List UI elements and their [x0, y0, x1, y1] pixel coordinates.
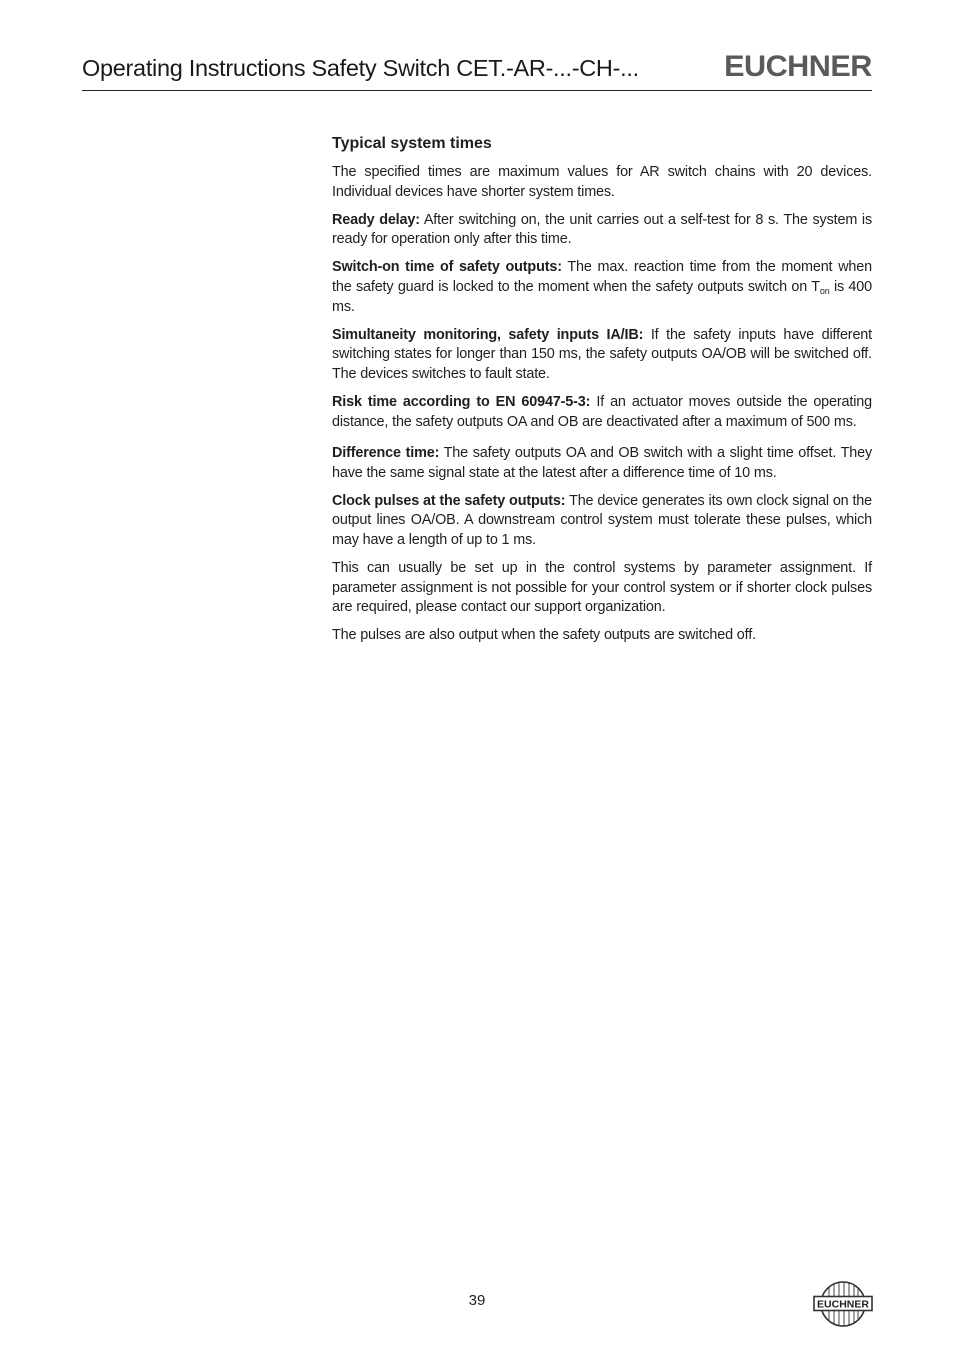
risk-time-term: Risk time according to EN 60947-5-3:	[332, 393, 591, 410]
parameter-note-paragraph: This can usually be set up in the control systems by parameter assignment. If parameter assignment is not possible for your control system or if shorter clock pulses are required, please contact our support organization.	[332, 560, 872, 616]
pulses-note-paragraph: The pulses are also output when the safety outputs are switched off.	[332, 627, 756, 644]
difference-time-paragraph	[332, 444, 872, 483]
risk-time-paragraph	[332, 393, 872, 432]
difference-time-term: Difference time:	[332, 445, 440, 462]
main-content	[332, 133, 872, 654]
document-title: Operating Instructions Safety Switch CET.-AR-...-CH-...	[82, 55, 639, 81]
section-heading: Typical system times	[332, 135, 492, 152]
brand-logo: EUCHNER	[724, 50, 872, 83]
clock-pulses-term: Clock pulses at the safety outputs:	[332, 492, 566, 509]
ready-delay-text: After switching on, the unit carries out a self-test for 8 s. The system is ready for operation only after this time.	[332, 211, 872, 248]
page-number: 39	[468, 1292, 486, 1309]
switch-on-text-end: is 400 ms.	[332, 278, 872, 315]
switch-on-term: Switch-on time of safety outputs:	[332, 259, 562, 276]
risk-time-text: If an actuator moves outside the operating distance, the safety outputs OA and OB are deactivated after a maximum of 500 ms.	[332, 393, 872, 430]
clock-pulses-paragraph	[332, 492, 872, 551]
simultaneity-term: Simultaneity monitoring, safety inputs IA/IB:	[332, 326, 644, 343]
simultaneity-paragraph	[332, 326, 872, 385]
seal-text: EUCHNER	[817, 1298, 869, 1311]
ready-delay-paragraph	[332, 211, 872, 250]
page-header	[82, 52, 872, 91]
intro-paragraph: The specified times are maximum values for AR switch chains with 20 devices. Individual devices have shorter system times.	[332, 164, 872, 200]
switch-on-subscript: on	[819, 285, 830, 296]
clock-pulses-text: The device generates its own clock signal on the output lines OA/OB. A downstream control system must tolerate these pulses, which may have a length of up to 1 ms.	[332, 492, 872, 548]
simultaneity-text: If the safety inputs have different switching states for longer than 150 ms, the safety outputs OA/OB will be switched off. The devices switches to fault state.	[332, 326, 872, 382]
switch-on-text: The max. reaction time from the moment when the safety guard is locked to the moment when the safety outputs switch on T	[332, 259, 872, 295]
switch-on-paragraph	[332, 258, 872, 317]
difference-time-text: The safety outputs OA and OB switch with a slight time offset. They have the same signal state at the latest after a difference time of 10 ms.	[332, 445, 872, 481]
ready-delay-term: Ready delay:	[332, 211, 420, 228]
euchner-seal-logo	[812, 1280, 874, 1328]
